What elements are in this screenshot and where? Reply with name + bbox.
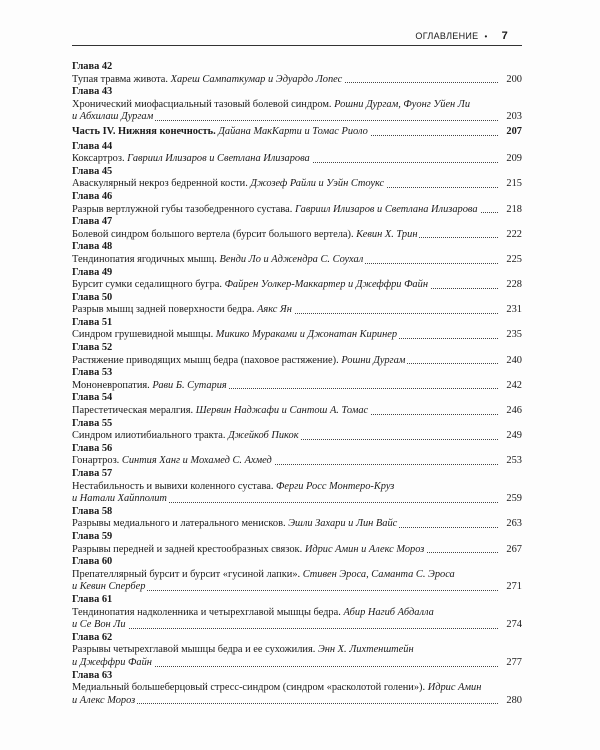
toc-leader-line (72, 74, 522, 87)
chapter-title: Синдром илиотибиального тракта. (72, 430, 229, 442)
toc-line-text (72, 254, 365, 265)
chapter-authors: Идрис Амин и Алекс Мороз (304, 543, 425, 555)
toc-line-text (72, 644, 414, 655)
chapter-title: Гонартроз. (72, 455, 122, 467)
toc-entry[interactable] (72, 342, 522, 367)
toc-title-line (72, 607, 522, 620)
toc-line-text (72, 544, 426, 555)
chapter-authors: Энн Х. Лихтенштейн (317, 644, 414, 656)
chapter-title: Разрывы медиального и латерального менисков. (72, 518, 289, 530)
toc-entry[interactable] (72, 418, 522, 443)
page-reference: 209 (506, 153, 522, 165)
chapter-title: Разрыв вертлужной губы тазобедренного сустава. (72, 203, 295, 215)
chapter-title: Разрывы передней и задней крестообразных связок. (72, 543, 305, 555)
chapter-title: Коксартроз. (72, 153, 128, 165)
chapter-label: Глава 59 (72, 530, 113, 542)
toc-title-line (72, 481, 522, 494)
chapter-authors: Аякс Ян (257, 304, 292, 316)
dot-leader (72, 628, 498, 629)
chapter-title: Разрыв мышц задней поверхности бедра. (72, 304, 258, 316)
chapter-title: Аваскулярный некроз бедренной кости. (72, 178, 251, 190)
chapter-label: Глава 46 (72, 190, 113, 202)
toc-entry[interactable] (72, 367, 522, 392)
chapter-authors: Дайана МакКарти и Томас Риоло (218, 125, 368, 137)
bullet-separator: • (484, 31, 488, 41)
toc-line-text (72, 682, 481, 693)
chapter-title: Бурсит сумки седалищного бугра. (72, 279, 225, 291)
chapter-authors: Абир Нагиб Абдалла (343, 606, 434, 618)
toc-line-text (72, 581, 147, 592)
toc-leader-line (72, 254, 522, 267)
chapter-authors: Кевин Х. Трин (356, 228, 418, 240)
chapter-title: Растяжение приводящих мышц бедра (паховое растяжение). (72, 354, 342, 366)
toc-leader-line (72, 405, 522, 418)
chapter-authors: и Джеффри Файн (72, 656, 152, 668)
chapter-label: Глава 54 (72, 392, 113, 404)
toc-entry[interactable] (72, 317, 522, 342)
chapter-title: Синдром грушевидной мышцы. (72, 329, 216, 341)
page-reference: 222 (506, 228, 522, 240)
toc-leader-line (72, 695, 522, 708)
toc-entry[interactable] (72, 292, 522, 317)
toc-line-text (72, 355, 407, 366)
page-reference: 259 (506, 493, 522, 505)
chapter-title: Препателлярный бурсит и бурсит «гусиной лапки». (72, 568, 303, 580)
chapter-authors: Хареш Сампаткумар и Эдуардо Лопес (170, 73, 343, 85)
page-reference: 225 (506, 253, 522, 265)
chapter-title: Тендинопатия надколенника и четырехглавой мышцы бедра. (72, 606, 344, 618)
toc-entry[interactable] (72, 141, 522, 166)
page-reference: 242 (506, 379, 522, 391)
header-rule (72, 45, 522, 46)
toc-entry[interactable] (72, 443, 522, 468)
toc-leader-line (72, 178, 522, 191)
toc-line-text (72, 405, 370, 416)
chapter-label: Глава 48 (72, 241, 113, 253)
page-reference: 218 (506, 203, 522, 215)
toc-line-text (72, 279, 430, 290)
toc-title-line (72, 644, 522, 657)
toc-line-text (72, 74, 344, 85)
chapter-authors: Микико Мураками и Джонатан Киринер (215, 329, 398, 341)
chapter-authors: Рави Б. Сутария (152, 379, 227, 391)
chapter-label: Глава 53 (72, 367, 113, 379)
toc-title-line (72, 682, 522, 695)
toc-line-text (72, 657, 154, 668)
chapter-authors: Шервин Наджафи и Сантош А. Томас (195, 405, 369, 417)
toc-title-line (72, 99, 522, 112)
chapter-authors: Гавриил Илизаров и Светлана Илизарова (127, 153, 310, 165)
chapter-title: Медиальный большеберцовый стресс-синдром (синдром «расколотой голени»). (72, 682, 428, 694)
toc-leader-line (72, 279, 522, 292)
toc-leader-line (72, 430, 522, 443)
chapter-authors: Джейкоб Пикок (228, 430, 299, 442)
chapter-authors: Гавриил Илизаров и Светлана Илизарова (294, 203, 478, 215)
toc-line-text (72, 607, 434, 618)
toc-line-text (72, 204, 480, 215)
page-reference: 203 (506, 111, 522, 123)
toc-leader-line (72, 229, 522, 242)
page-reference: 274 (506, 619, 522, 631)
page-reference: 277 (506, 656, 522, 668)
chapter-authors: Файрен Уолкер-Маккартер и Джеффри Файн (224, 279, 428, 291)
toc-line-text (72, 619, 128, 630)
chapter-label: Глава 58 (72, 505, 113, 517)
page-number: 7 (501, 30, 508, 42)
toc-entry[interactable] (72, 594, 522, 632)
chapter-title: Нестабильность и вывихи коленного сустава. (72, 480, 277, 492)
toc-entry[interactable] (72, 556, 522, 594)
chapter-label: Глава 44 (72, 140, 113, 152)
toc-leader-line (72, 493, 522, 506)
chapter-label: Глава 47 (72, 216, 113, 228)
toc-line-text (72, 153, 312, 164)
chapter-label: Глава 49 (72, 266, 113, 278)
chapter-authors: Джозеф Райли и Уэйн Стоукс (250, 178, 385, 190)
toc-leader-line (72, 380, 522, 393)
chapter-label: Глава 56 (72, 442, 113, 454)
toc-entry[interactable] (72, 191, 522, 216)
toc-leader-line (72, 657, 522, 670)
toc-line-text (72, 229, 419, 240)
page-reference: 200 (506, 73, 522, 85)
chapter-title: Разрывы четырехглавой мышцы бедра и ее сухожилия. (72, 644, 318, 656)
toc-line-text (72, 481, 394, 492)
toc-leader-line (72, 581, 522, 594)
toc-entry[interactable] (72, 166, 522, 191)
chapter-authors: Венди Ло и Аджендра С. Соухал (219, 253, 364, 265)
chapter-label: Глава 55 (72, 417, 113, 429)
chapter-authors: Синтия Ханг и Мохамед С. Ахмед (121, 455, 272, 467)
toc-title-line (72, 569, 522, 582)
page-reference: 207 (506, 125, 522, 137)
toc-entry[interactable] (72, 86, 522, 124)
chapter-title: Мононевропатия. (72, 379, 153, 391)
toc-line-text (72, 430, 301, 441)
chapter-authors: и Натали Хайпполит (72, 493, 167, 505)
chapter-label: Глава 42 (72, 61, 113, 72)
page-reference: 231 (506, 304, 522, 316)
chapter-authors: и Абхилаш Дургам (72, 111, 154, 123)
table-of-contents (72, 61, 522, 707)
chapter-label: Глава 60 (72, 556, 113, 568)
toc-leader-line (72, 455, 522, 468)
section-title: ОГЛАВЛЕНИЕ (415, 31, 479, 41)
chapter-label: Глава 45 (72, 165, 113, 177)
part-title: Часть IV. Нижняя конечность. (72, 125, 219, 137)
page-reference: 215 (506, 178, 522, 190)
chapter-authors: Идрис Амин (427, 682, 482, 694)
chapter-authors: Рошни Дургам (341, 354, 406, 366)
chapter-title: Парестетическая мералгия. (72, 405, 196, 417)
toc-leader-line (72, 304, 522, 317)
toc-entry[interactable] (72, 216, 522, 241)
toc-line-text (72, 695, 137, 706)
toc-entry[interactable] (72, 632, 522, 670)
toc-entry[interactable] (72, 531, 522, 556)
toc-leader-line (72, 518, 522, 531)
chapter-label: Глава 61 (72, 593, 113, 605)
chapter-authors: и Алекс Мороз (72, 694, 136, 706)
toc-line-text (72, 178, 386, 189)
page-reference: 263 (506, 518, 522, 530)
toc-leader-line (72, 126, 522, 139)
toc-entry[interactable] (72, 392, 522, 417)
toc-line-text (72, 455, 274, 466)
page-reference: 267 (506, 543, 522, 555)
chapter-label: Глава 62 (72, 631, 113, 643)
chapter-authors: Ферги Росс Монтеро-Круз (276, 480, 395, 492)
toc-line-text (72, 111, 155, 122)
page-reference: 228 (506, 279, 522, 291)
toc-entry[interactable] (72, 61, 522, 86)
chapter-label: Глава 63 (72, 669, 113, 681)
chapter-title: Хронический миофасциальный тазовый болевой синдром. (72, 98, 335, 110)
toc-leader-line (72, 153, 522, 166)
chapter-authors: Рошни Дургам, Фуонг Уйен Ли (334, 98, 471, 110)
toc-line-text (72, 304, 294, 315)
toc-entry[interactable] (72, 267, 522, 292)
chapter-label: Глава 57 (72, 468, 113, 479)
toc-leader-line (72, 619, 522, 632)
toc-entry[interactable] (72, 506, 522, 531)
chapter-title: Тупая травма живота. (72, 73, 171, 85)
chapter-authors: Эшли Захари и Лин Вайс (288, 518, 398, 530)
chapter-label: Глава 52 (72, 342, 113, 354)
toc-entry[interactable] (72, 241, 522, 266)
toc-line-text (72, 126, 370, 137)
page-reference: 240 (506, 354, 522, 366)
chapter-label: Глава 51 (72, 316, 113, 328)
toc-entry[interactable] (72, 468, 522, 506)
toc-line-text (72, 493, 169, 504)
toc-leader-line (72, 111, 522, 124)
chapter-title: Болевой синдром большого вертела (бурсит большого вертела). (72, 228, 357, 240)
toc-part-entry[interactable] (72, 126, 522, 139)
page-reference: 253 (506, 455, 522, 467)
toc-leader-line (72, 204, 522, 217)
toc-leader-line (72, 329, 522, 342)
toc-leader-line (72, 355, 522, 368)
page-reference: 235 (506, 329, 522, 341)
chapter-authors: Стивен Эроса, Саманта С. Эроса (302, 568, 455, 580)
toc-leader-line (72, 544, 522, 557)
chapter-authors: и Се Вон Ли (72, 619, 126, 631)
toc-line-text (72, 329, 399, 340)
chapter-label: Глава 50 (72, 291, 113, 303)
page-reference: 271 (506, 581, 522, 593)
chapter-title: Тендинопатия ягодичных мышц. (72, 253, 220, 265)
chapter-label: Глава 43 (72, 86, 113, 98)
toc-line-text (72, 518, 399, 529)
running-header (415, 30, 508, 42)
toc-line-text (72, 380, 229, 391)
page-reference: 249 (506, 430, 522, 442)
toc-line-text (72, 99, 470, 110)
toc-entry[interactable] (72, 670, 522, 708)
toc-line-text (72, 569, 455, 580)
page-reference: 280 (506, 694, 522, 706)
chapter-authors: и Кевин Спербер (72, 581, 146, 593)
page-reference: 246 (506, 405, 522, 417)
